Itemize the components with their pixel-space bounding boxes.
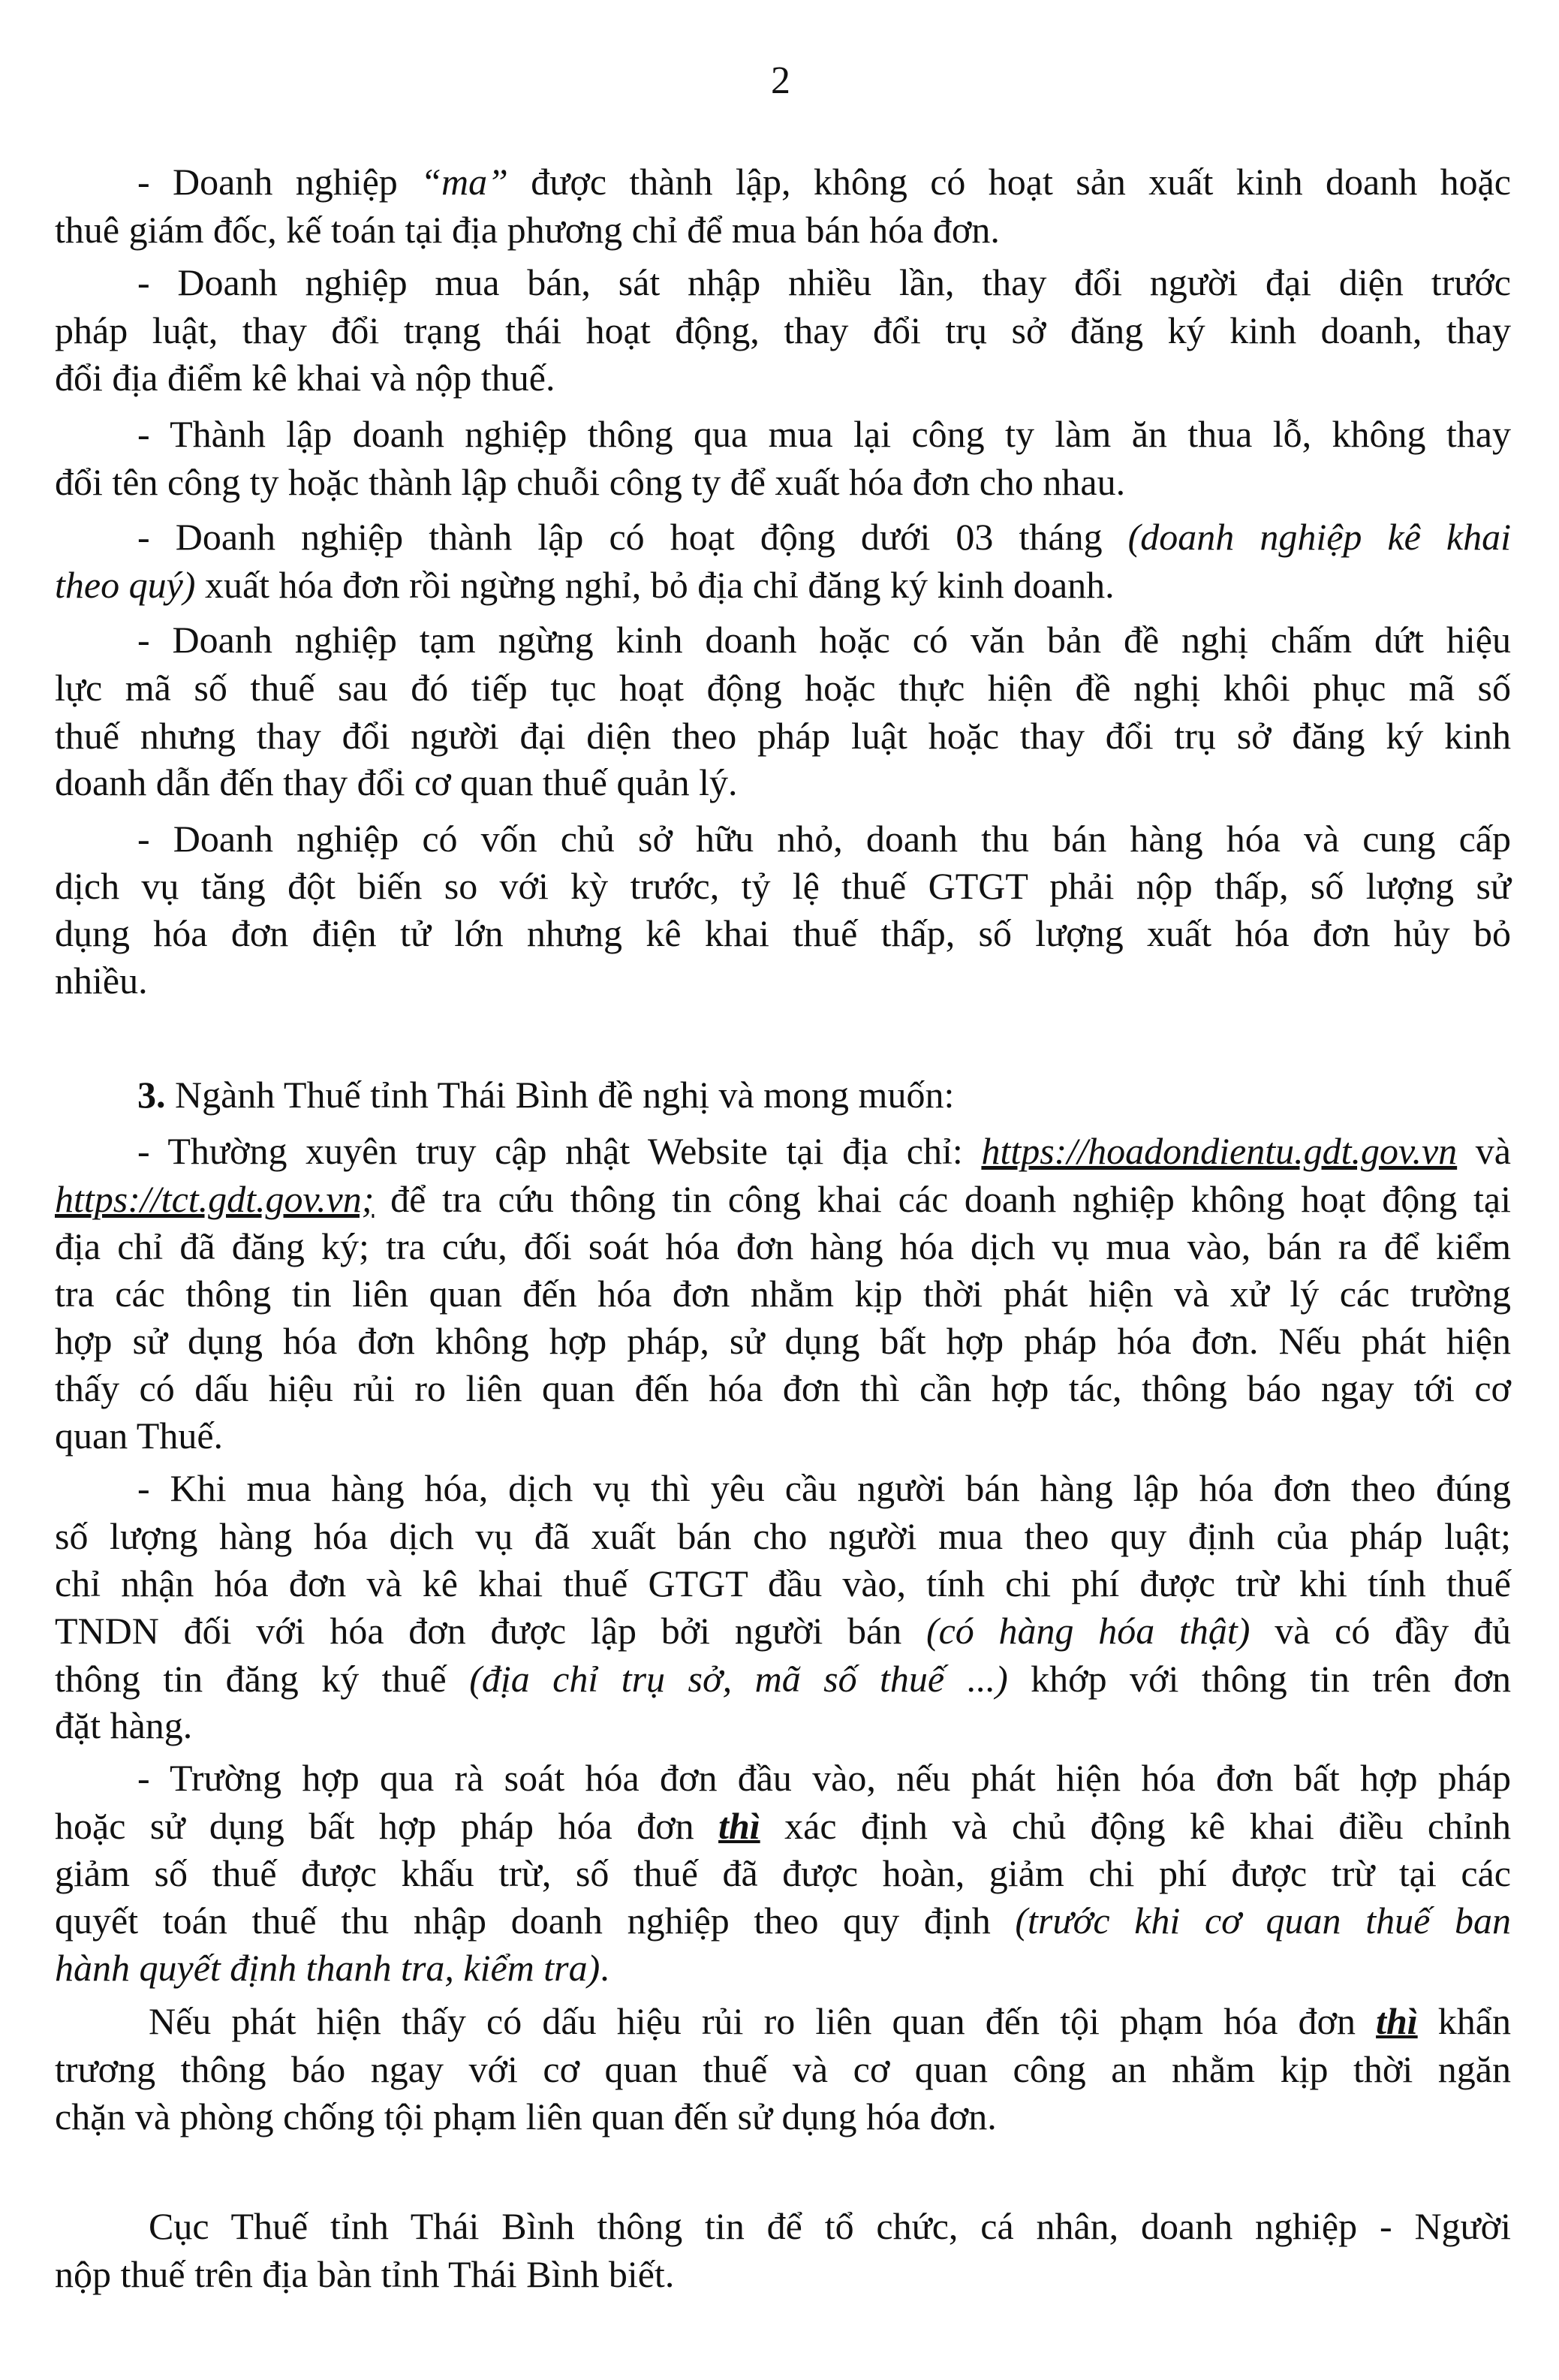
text-line: - Khi mua hàng hóa, dịch vụ thì yêu cầu người bán hàng lập hóa đơn theo đúng	[137, 1467, 1511, 1509]
italic-note: theo quý)	[55, 564, 196, 606]
text-run: xác định và chủ động kê khai điều chỉnh	[760, 1805, 1511, 1847]
text-run: TNDN đối với hóa đơn được lập bởi người bán	[55, 1610, 926, 1652]
text-line: doanh dẫn đến thay đổi cơ quan thuế quản lý.	[55, 761, 738, 803]
text-line	[55, 1176, 1511, 1222]
text-line: pháp luật, thay đổi trạng thái hoạt động, thay đổi trụ sở đăng ký kinh doanh, thay	[55, 309, 1511, 351]
italic-note: (có hàng hóa thật)	[925, 1610, 1251, 1652]
text-run: thông tin đăng ký thuế	[55, 1658, 470, 1700]
text-line: dịch vụ tăng đột biến so với kỳ trước, tỷ lệ thuế GTGT phải nộp thấp, số lượng sử	[55, 865, 1511, 907]
text-line: tra các thông tin liên quan đến hóa đơn nhằm kịp thời phát hiện và xử lý các trường	[55, 1273, 1511, 1315]
text-run: và	[1457, 1130, 1511, 1172]
text-line	[55, 1945, 1511, 1990]
text-run: và có đầy đủ	[1250, 1610, 1512, 1652]
text-line	[55, 1898, 1511, 1943]
text-run: quyết toán thuế thu nhập doanh nghiệp theo quy định	[55, 1899, 1016, 1942]
text-line: trương thông báo ngay với cơ quan thuế và cơ quan công an nhằm kịp thời ngăn	[55, 2048, 1511, 2090]
text-line	[137, 159, 1511, 204]
text-line	[55, 1608, 1511, 1653]
text-run: khẩn	[1417, 2000, 1511, 2042]
text-line: đổi tên công ty hoặc thành lập chuỗi công ty để xuất hóa đơn cho nhau.	[55, 461, 1126, 503]
text-line: - Doanh nghiệp có vốn chủ sở hữu nhỏ, doanh thu bán hàng hóa và cung cấp	[137, 818, 1511, 860]
page-number: 2	[771, 59, 790, 102]
text-run: để tra cứu thông tin công khai các doanh nghiệp không hoạt động tại	[374, 1178, 1511, 1220]
text-run: - Thường xuyên truy cập nhật Website tại địa chỉ:	[137, 1130, 982, 1172]
text-line: đặt hàng.	[55, 1704, 193, 1746]
text-line: nhiều.	[55, 960, 148, 1002]
link-tct[interactable]: https://tct.gdt.gov.vn;	[55, 1178, 375, 1220]
text-line: nộp thuế trên địa bàn tỉnh Thái Bình biết.	[55, 2253, 675, 2295]
italic-term: “ma”	[420, 161, 508, 203]
text-line: thuê giám đốc, kế toán tại địa phương chỉ để mua bán hóa đơn.	[55, 209, 1000, 251]
text-line: - Doanh nghiệp tạm ngừng kinh doanh hoặc có văn bản đề nghị chấm dứt hiệu	[137, 619, 1511, 661]
text-line: số lượng hàng hóa dịch vụ đã xuất bán cho người mua theo quy định của pháp luật;	[55, 1515, 1511, 1557]
text-line	[55, 562, 1511, 607]
text-run: - Doanh nghiệp	[137, 161, 421, 203]
text-line: giảm số thuế được khấu trừ, số thuế đã được hoàn, giảm chi phí được trừ tại các	[55, 1852, 1511, 1894]
heading-number: 3.	[137, 1074, 166, 1116]
emphasis-thi: thì	[718, 1805, 760, 1847]
text-line: - Trường hợp qua rà soát hóa đơn đầu vào, nếu phát hiện hóa đơn bất hợp pháp	[137, 1757, 1511, 1799]
text-run: Nếu phát hiện thấy có dấu hiệu rủi ro liên quan đến tội phạm hóa đơn	[149, 2000, 1377, 2042]
heading-text: Ngành Thuế tỉnh Thái Bình đề nghị và mong muốn:	[165, 1074, 955, 1116]
text-line: chặn và phòng chống tội phạm liên quan đến sử dụng hóa đơn.	[55, 2095, 997, 2137]
text-line: lực mã số thuế sau đó tiếp tục hoạt động hoặc thực hiện đề nghị khôi phục mã số	[55, 667, 1511, 709]
text-line: - Doanh nghiệp mua bán, sát nhập nhiều lần, thay đổi người đại diện trước	[137, 261, 1511, 303]
text-run: - Doanh nghiệp thành lập có hoạt động dưới 03 tháng	[137, 516, 1128, 558]
section-heading	[137, 1072, 1511, 1117]
text-line	[55, 1803, 1511, 1848]
text-line: thấy có dấu hiệu rủi ro liên quan đến hóa đơn thì cần hợp tác, thông báo ngay tới cơ	[55, 1367, 1511, 1409]
text-line: quan Thuế.	[55, 1414, 224, 1457]
text-line: chỉ nhận hóa đơn và kê khai thuế GTGT đầu vào, tính chi phí được trừ khi tính thuế	[55, 1562, 1511, 1604]
text-line: địa chỉ đã đăng ký; tra cứu, đối soát hóa đơn hàng hóa dịch vụ mua vào, bán ra để kiểm	[55, 1225, 1511, 1267]
text-run: xuất hóa đơn rồi ngừng nghỉ, bỏ địa chỉ đăng ký kinh doanh.	[195, 564, 1115, 606]
text-run: khớp với thông tin trên đơn	[1007, 1658, 1512, 1700]
text-run: hoặc sử dụng bất hợp pháp hóa đơn	[55, 1805, 719, 1847]
text-line: dụng hóa đơn điện tử lớn nhưng kê khai thuế thấp, số lượng xuất hóa đơn hủy bỏ	[55, 912, 1511, 954]
text-line: đổi địa điểm kê khai và nộp thuế.	[55, 357, 555, 399]
text-line: thuế nhưng thay đổi người đại diện theo pháp luật hoặc thay đổi trụ sở đăng ký kinh	[55, 715, 1511, 757]
italic-note: (doanh nghiệp kê khai	[1127, 516, 1511, 558]
italic-note: hành quyết định thanh tra, kiểm tra)	[55, 1947, 600, 1989]
text-line	[137, 1128, 1511, 1173]
text-line	[55, 1656, 1511, 1701]
text-line: hợp sử dụng hóa đơn không hợp pháp, sử dụng bất hợp pháp hóa đơn. Nếu phát hiện	[55, 1320, 1511, 1362]
text-line	[137, 514, 1511, 559]
text-run: .	[600, 1947, 609, 1989]
text-line: Cục Thuế tỉnh Thái Bình thông tin để tổ chức, cá nhân, doanh nghiệp - Người	[149, 2205, 1511, 2247]
text-line	[149, 1999, 1511, 2044]
link-hoadondientu[interactable]: https://hoadondientu.gdt.gov.vn	[981, 1130, 1458, 1172]
italic-note: (trước khi cơ quan thuế ban	[1015, 1899, 1511, 1942]
text-run: được thành lập, không có hoạt sản xuất kinh doanh hoặc	[507, 161, 1511, 203]
text-line: - Thành lập doanh nghiệp thông qua mua lại công ty làm ăn thua lỗ, không thay	[137, 413, 1511, 455]
italic-note: (địa chỉ trụ sở, mã số thuế ...)	[469, 1658, 1008, 1700]
emphasis-thi: thì	[1376, 2000, 1418, 2042]
